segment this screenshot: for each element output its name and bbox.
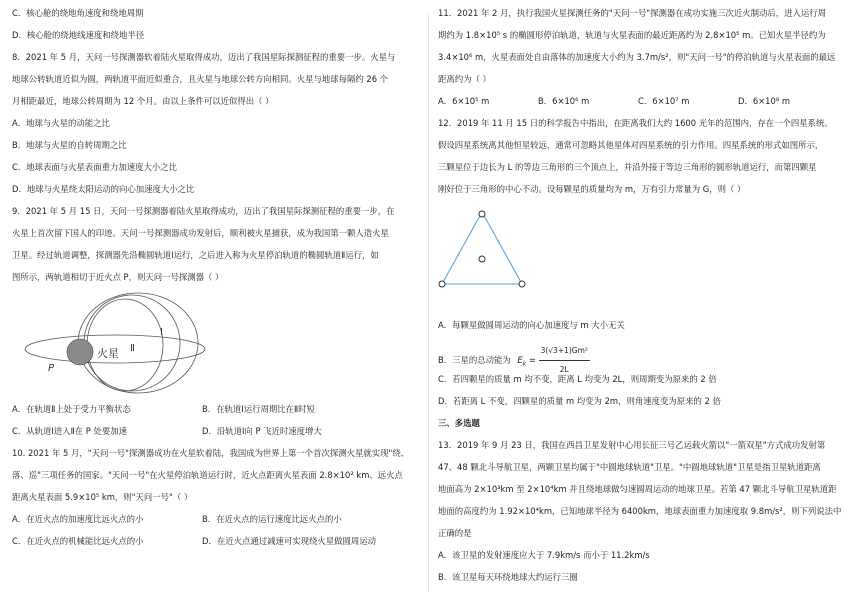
q8-stem-line: 地球公转轨道近似为圆，两轨道平面近似重合，且火星与地球公转方向相同。火星与地球每隔约 26 个 (12, 74, 389, 84)
star-top (479, 211, 485, 217)
q10-stem-line: 距离火星表面 5.9×10⁵ km，则"天问一号"（ ） (12, 492, 193, 502)
q8-option-a: A．地球与火星的动能之比 (12, 118, 110, 128)
q12-option-b-prefix: B．三星的总动能为 (438, 355, 511, 365)
q8-stem-line: 8．2021 年 5 月，天问一号探测器软着陆火星取得成功，迈出了我国星际探测征程的重要一步。火星与 (12, 52, 396, 62)
q8-option-b: B．地球与火星的自转周期之比 (12, 140, 127, 150)
q9-option-c: C．从轨道Ⅰ进入Ⅱ在 P 处要加速 (12, 426, 127, 436)
q8-option-d: D．地球与火星绕太阳运动的向心加速度大小之比 (12, 184, 195, 194)
q13-stem-line: 正确的是 (438, 528, 472, 538)
q12-stem-line: 12．2019 年 11 月 15 日的科学报告中指出，在距离我们大约 1600 光年的范围内，存在一个四星系统。 (438, 118, 833, 128)
q9-stem-line: 9．2021 年 5 月 15 日，天问一号探测器着陆火星取得成功，迈出了我国星际探测征程的重要一步，在 (12, 206, 395, 216)
q11-option-a: A．6×10⁵ m (438, 96, 490, 106)
column-divider (428, 14, 429, 592)
q11-stem-line: 11．2021 年 2 月，执行我国火星探测任务的"天问一号"探测器在成功实施三次近火制动后，进入运行周 (438, 8, 826, 18)
mars-label: 火星 (97, 347, 119, 360)
q13-stem-line: 13．2019 年 9 月 23 日，我国在西昌卫星发射中心用长征三号乙运载火箭以"一箭双星"方式成功发射第 (438, 440, 826, 450)
star-bottom-left (439, 281, 445, 287)
kinetic-energy-symbol: $E_k$ (517, 355, 527, 368)
q12-option-d: D．若距离 L 不变，四颗星的质量 m 均变为 2m，则角速度变为原来的 2 倍 (438, 396, 721, 406)
q13-option-a: A．该卫星的发射速度应大于 7.9km/s 而小于 11.2km/s (438, 550, 650, 560)
star-bottom-right (519, 281, 525, 287)
fraction-denominator: 2L (559, 365, 569, 374)
fraction-numerator: 3(√3+1)Gm² (539, 342, 590, 361)
q7-option-d: D．核心舱的绕地线速度和绕地半径 (12, 30, 145, 40)
q9-option-b: B．在轨道Ⅰ运行周期比在Ⅱ时短 (202, 404, 315, 414)
q10-option-b: B．在近火点的运行速度比远火点的小 (202, 514, 342, 524)
star-center (479, 256, 485, 262)
orbit-2-label: Ⅱ (130, 343, 135, 354)
q9-option-a: A．在轨道Ⅱ上处于受力平衡状态 (12, 404, 131, 414)
q11-option-b: B．6×10⁶ m (538, 96, 590, 106)
q10-stem-line: 落、巡"三项任务的国家。"天问一号"在火星停泊轨道运行时，近火点距离火星表面 2.8×10² km、远火点 (12, 470, 403, 480)
q7-option-c: C．核心舱的绕地角速度和绕地周期 (12, 8, 144, 18)
equals-sign: = (528, 355, 536, 365)
q12-stem-line: 三颗星位于边长为 L 的等边三角形的三个顶点上，并沿外接于等边三角形的圆形轨道运行，而第四颗星 (438, 162, 817, 172)
mars-planet (67, 339, 93, 365)
q11-option-d: D．6×10⁸ m (738, 96, 791, 106)
q9-stem-line: 卫星。经过轨道调整，探测器先沿椭圆轨道Ⅰ运行，之后进入称为火星停泊轨道的椭圆轨道Ⅱ运行，如 (12, 250, 379, 260)
q12-four-star-figure (438, 206, 538, 292)
q10-option-a: A．在近火点的加速度比远火点的小 (12, 514, 144, 524)
q11-stem-line: 期约为 1.8×10⁵ s 的椭圆形停泊轨道，轨道与火星表面的最近距离约为 2.8×10⁵ m。已知火星半径约为 (438, 30, 826, 40)
orbit-1-label: Ⅰ (160, 327, 163, 338)
q9-stem-line: 火星上首次留下国人的印迹。天问一号探测器成功发射后，顺利被火星捕获，成为我国第一颗人造火星 (12, 228, 389, 238)
q11-stem-line: 距离约为（ ） (438, 74, 491, 84)
q12-stem-line: 刚好位于三角形的中心不动。设每颗星的质量均为 m，万有引力常量为 G，则（ ） (438, 184, 746, 194)
q9-orbit-figure (20, 291, 210, 401)
q8-stem-line: 月相距最近，地球公转周期为 12 个月。由以上条件可以近似得出（ ） (12, 96, 274, 106)
q10-option-d: D．在近火点通过减速可实现绕火星做圆周运动 (202, 536, 376, 546)
section-heading-multiple-choice: 三、多选题 (438, 418, 480, 428)
q12-stem-line: 假设四星系统离其他恒星较远，通常可忽略其他星体对四星系统的引力作用。四星系统的形式如图所示， (438, 140, 824, 150)
q10-stem-line: 10. 2021 年 5 月，"天问一号"探测器成功在火星软着陆，我国成为世界上第一个首次探测火星就实现"绕、 (12, 448, 410, 458)
triangle-outline (442, 212, 522, 284)
q11-option-c: C．6×10⁷ m (638, 96, 690, 106)
point-p-label: P (48, 363, 55, 374)
q13-stem-line: 地面的高度约为 1.92×10⁴km，已知地球半径为 6400km，地球表面重力加速度取 9.8m/s²，则下列说法中 (438, 506, 842, 516)
q13-stem-line: 地面高为 2×10³km 至 2×10⁴km 并且绕地球做匀速圆周运动的地球卫星。若第 47 颗北斗导航卫星轨道距 (438, 484, 837, 494)
q11-stem-line: 3.4×10⁶ m，火星表面处自由落体的加速度大小约为 3.7m/s²，则"天问一号"的停泊轨道与火星表面的最远 (438, 52, 836, 62)
q13-option-b: B．该卫星每天环绕地球大约运行三圈 (438, 572, 578, 582)
q12-option-a: A．每颗星做圆周运动的向心加速度与 m 大小无关 (438, 320, 625, 330)
q12-option-c: C．若四颗星的质量 m 均不变，距离 L 均变为 2L，则周期变为原来的 2 倍 (438, 374, 717, 384)
q13-stem-line: 47、48 颗北斗导航卫星，两颗卫星均属于"中圆地球轨道"卫星。"中圆地球轨道"卫星是指卫星轨道距离 (438, 462, 821, 472)
q8-option-c: C．地球表面与火星表面重力加速度大小之比 (12, 162, 177, 172)
q9-stem-line: 图所示，两轨道相切于近火点 P，则天问一号探测器（ ） (12, 272, 224, 282)
q9-option-d: D．沿轨道Ⅰ向 P 飞近时速度增大 (202, 426, 322, 436)
q10-option-c: C．在近火点的机械能比远火点的小 (12, 536, 144, 546)
